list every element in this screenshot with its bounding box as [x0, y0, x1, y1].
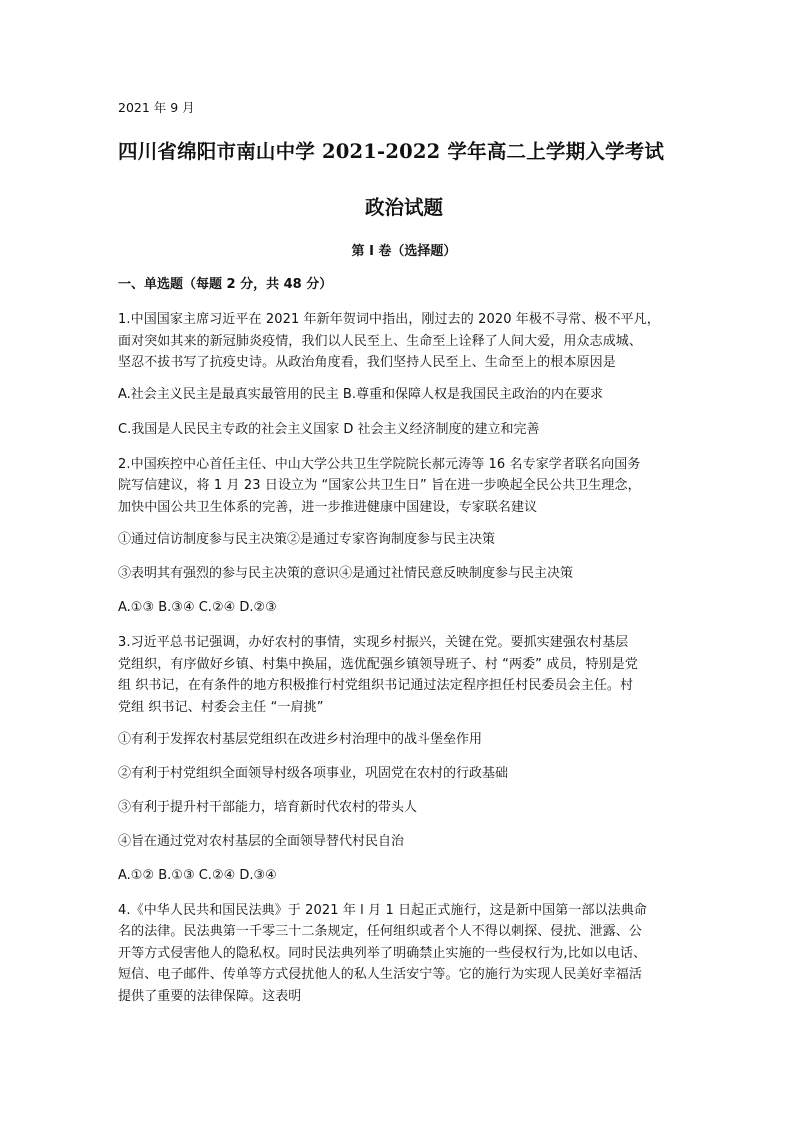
exam-date: 2021 年 9 月 — [118, 100, 195, 115]
statement-line: ②有利于村党组织全面领导村级各项事业，巩固党在农村的行政基础 — [118, 766, 509, 781]
question-text-line: 3.习近平总书记强调，办好农村的事情，实现乡村振兴，关键在党。要抓实建强农村基层 — [118, 635, 629, 650]
question-text-line: 4.《中华人民共和国民法典》于 2021 年 l 月 1 日起正式施行，这是新中国第一部以法典命 — [118, 903, 647, 918]
exam-subtitle: 政治试题 — [364, 196, 443, 219]
statement-line: ④旨在通过党对农村基层的全面领导替代村民自治 — [118, 834, 405, 849]
question-text-line: 坚忍不拔书写了抗疫史诗。从政治角度看，我们坚持人民至上、生命至上的根本原因是 — [118, 355, 616, 370]
question-text-line: 院写信建议，将 1 月 23 日设立为 “国家公共卫生日” 旨在进一步唤起全民公共卫生理念， — [118, 478, 641, 493]
statement-line: ①有利于发挥农村基层党组织在改进乡村治理中的战斗堡垒作用 — [118, 732, 483, 747]
question-text-line: 党组织，有序做好乡镇、村集中换届，选优配强乡镇领导班子、村 “两委” 成员，特别是党 — [118, 657, 638, 672]
answer-choices: A.①③ B.③④ C.②④ D.②③ — [118, 600, 277, 615]
section-heading: 一、单选题（每题 2 分，共 48 分） — [118, 277, 333, 292]
statement-line: ①通过信访制度参与民主决策②是通过专家咨询制度参与民主决策 — [118, 532, 496, 547]
question-text-line: 加快中国公共卫生体系的完善，进一步推进健康中国建设，专家联名建议 — [118, 500, 538, 515]
question-text-line: 面对突如其来的新冠肺炎疫情，我们以人民至上、生命至上诠释了人间大爱，用众志成城、 — [118, 334, 643, 349]
question-text-line: 1.中国国家主席习近平在 2021 年新年贺词中指出，刚过去的 2020 年极不寻常、极不平凡， — [118, 312, 660, 327]
answer-option-line: C.我国是人民民主专政的社会主义国家 D 社会主义经济制度的建立和完善 — [118, 422, 540, 437]
answer-option-line: A.社会主义民主是最真实最管用的民主 B.尊重和保障人权是我国民主政治的内在要求 — [118, 387, 603, 402]
question-text-line: 提供了重要的法律保障。这表明 — [118, 989, 302, 1004]
question-text-line: 2.中国疾控中心首任主任、中山大学公共卫生学院院长郝元涛等 16 名专家学者联名向国务 — [118, 457, 641, 472]
question-text-line: 党组 织书记、村委会主任 “一肩挑” — [118, 700, 324, 715]
statement-line: ③表明其有强烈的参与民主决策的意识④是通过社情民意反映制度参与民主决策 — [118, 566, 574, 581]
question-text-line: 短信、电子邮件、传单等方式侵扰他人的私人生活安宁等。它的施行为实现人民美好幸福活 — [118, 967, 643, 982]
answer-choices: A.①② B.①③ C.②④ D.③④ — [118, 868, 277, 883]
exam-title: 四川省绵阳市南山中学 2021-2022 学年高二上学期入学考试 — [118, 140, 665, 163]
volume-heading: 第 I 卷（选择题） — [351, 244, 457, 259]
statement-line: ③有利于提升村干部能力，培育新时代农村的带头人 — [118, 800, 418, 815]
question-text-line: 开等方式侵害他人的隐私权。同时民法典列举了明确禁止实施的一些侵权行为,比如以电话、 — [118, 946, 647, 961]
question-text-line: 组 织书记，在有条件的地方积极推行村党组织书记通过法定程序担任村民委员会主任。村 — [118, 678, 634, 693]
question-text-line: 名的法律。民法典第一千零三十二条规定，任何组织或者个人不得以刺探、侵扰、泄露、公 — [118, 924, 643, 939]
